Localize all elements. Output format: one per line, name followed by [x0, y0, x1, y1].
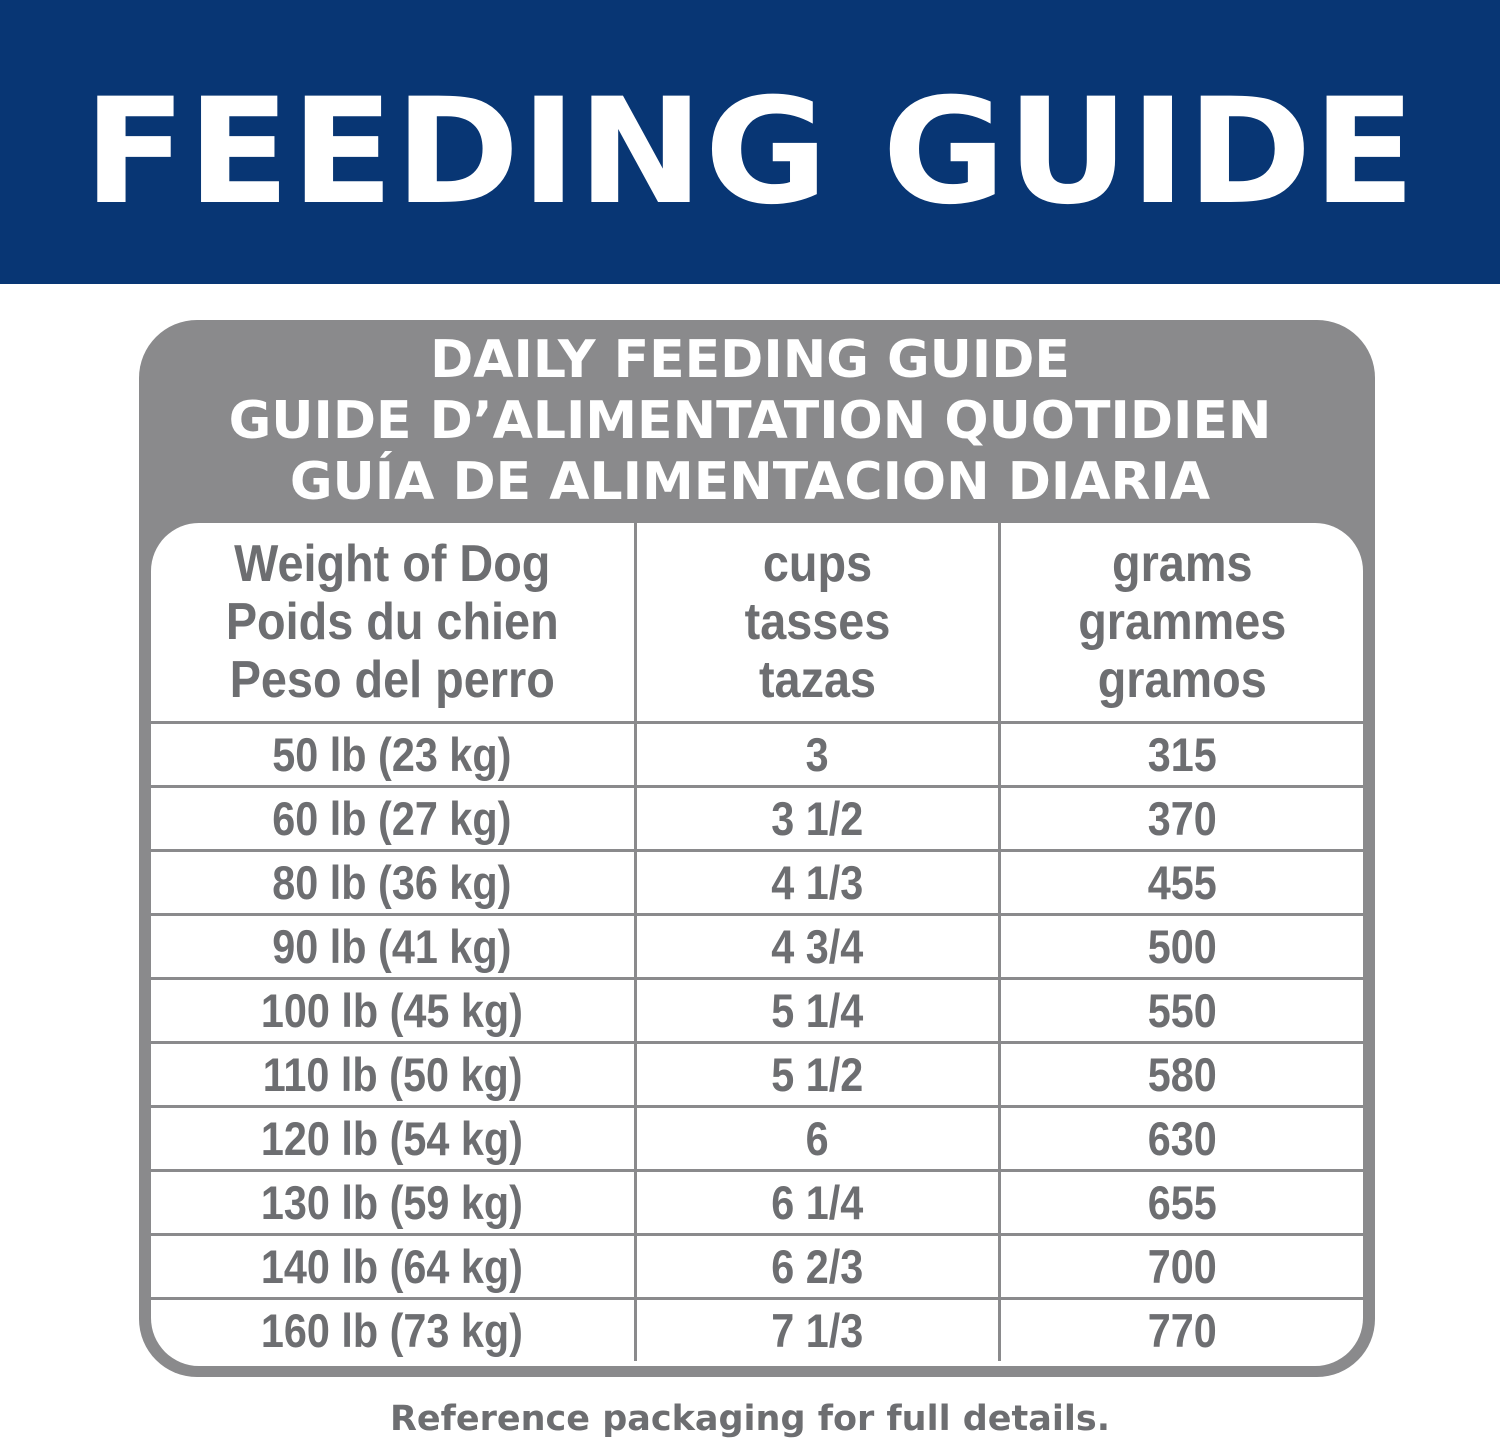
- cups-value: 4 3/4: [770, 920, 863, 973]
- panel-title-spanish: GUÍA DE ALIMENTACION DIARIA: [289, 452, 1211, 512]
- header-grams-fr: grammes: [1077, 593, 1286, 651]
- weight-value: 80 lb (36 kg): [272, 856, 512, 909]
- grams-value: 580: [1147, 1048, 1217, 1101]
- table-row: [151, 1107, 1363, 1171]
- weight-cell: [151, 1299, 635, 1362]
- weight-value: 110 lb (50 kg): [262, 1048, 523, 1101]
- cups-value: 6 1/4: [770, 1176, 863, 1229]
- weight-cell: [151, 1235, 635, 1299]
- header-grams-es: gramos: [1097, 651, 1267, 709]
- cups-cell: [635, 1043, 999, 1107]
- grams-value: 630: [1147, 1112, 1217, 1165]
- weight-cell: [151, 915, 635, 979]
- weight-value: 160 lb (73 kg): [261, 1304, 524, 1357]
- panel-title: [0, 330, 1500, 513]
- weight-cell: [151, 1043, 635, 1107]
- weight-cell: [151, 787, 635, 851]
- weight-value: 50 lb (23 kg): [272, 728, 512, 781]
- header-grams: [999, 523, 1363, 723]
- cups-value: 6 2/3: [770, 1240, 863, 1293]
- footer-note: Reference packaging for full details.: [389, 1399, 1111, 1439]
- grams-value: 655: [1147, 1176, 1217, 1229]
- grams-cell: [999, 851, 1363, 915]
- table-row: [151, 1171, 1363, 1235]
- table-row: [151, 915, 1363, 979]
- grams-cell: [999, 1043, 1363, 1107]
- cups-cell: [635, 915, 999, 979]
- cups-value: 4 1/3: [770, 856, 863, 909]
- header-grams-en: grams: [1111, 535, 1252, 593]
- weight-value: 90 lb (41 kg): [272, 920, 512, 973]
- grams-cell: [999, 1235, 1363, 1299]
- header-weight-fr: Poids du chien: [225, 593, 559, 651]
- header-weight-en: Weight of Dog: [234, 535, 551, 593]
- cups-cell: [635, 787, 999, 851]
- cups-cell: [635, 1299, 999, 1362]
- header-cups: [635, 523, 999, 723]
- table-row: [151, 1043, 1363, 1107]
- panel-title-english: DAILY FEEDING GUIDE: [430, 330, 1070, 390]
- cups-cell: [635, 1107, 999, 1171]
- cups-value: 5 1/4: [770, 984, 863, 1037]
- table-row: [151, 1235, 1363, 1299]
- weight-cell: [151, 1171, 635, 1235]
- weight-cell: [151, 723, 635, 787]
- grams-value: 500: [1147, 920, 1217, 973]
- cups-value: 5 1/2: [770, 1048, 863, 1101]
- feeding-table-container: [151, 523, 1363, 1366]
- cups-cell: [635, 723, 999, 787]
- feeding-table: [151, 523, 1363, 1361]
- grams-value: 455: [1147, 856, 1217, 909]
- weight-cell: [151, 851, 635, 915]
- grams-cell: [999, 723, 1363, 787]
- grams-cell: [999, 787, 1363, 851]
- weight-value: 140 lb (64 kg): [261, 1240, 524, 1293]
- grams-value: 700: [1147, 1240, 1217, 1293]
- cups-value: 3: [805, 728, 829, 781]
- header-cups-es: tazas: [758, 651, 876, 709]
- header-weight-es: Peso del perro: [229, 651, 555, 709]
- grams-cell: [999, 915, 1363, 979]
- header-weight: [151, 523, 635, 723]
- grams-value: 315: [1147, 728, 1217, 781]
- header-cups-fr: tasses: [744, 593, 890, 651]
- header-cups-en: cups: [762, 535, 872, 593]
- table-row: [151, 979, 1363, 1043]
- grams-cell: [999, 1107, 1363, 1171]
- cups-cell: [635, 1235, 999, 1299]
- table-row: [151, 787, 1363, 851]
- cups-value: 7 1/3: [770, 1304, 863, 1357]
- table-header-row: [151, 523, 1363, 723]
- grams-value: 370: [1147, 792, 1217, 845]
- grams-value: 770: [1147, 1304, 1217, 1357]
- weight-value: 120 lb (54 kg): [261, 1112, 524, 1165]
- grams-cell: [999, 979, 1363, 1043]
- page-title: FEEDING GUIDE: [83, 67, 1417, 237]
- weight-cell: [151, 979, 635, 1043]
- weight-value: 100 lb (45 kg): [261, 984, 524, 1037]
- weight-value: 60 lb (27 kg): [272, 792, 512, 845]
- table-row: [151, 851, 1363, 915]
- grams-value: 550: [1147, 984, 1217, 1037]
- weight-value: 130 lb (59 kg): [261, 1176, 524, 1229]
- weight-cell: [151, 1107, 635, 1171]
- cups-cell: [635, 851, 999, 915]
- grams-cell: [999, 1299, 1363, 1362]
- cups-cell: [635, 1171, 999, 1235]
- table-row: [151, 723, 1363, 787]
- panel-title-french: GUIDE D’ALIMENTATION QUOTIDIEN: [228, 391, 1272, 451]
- cups-value: 3 1/2: [770, 792, 863, 845]
- table-row: [151, 1299, 1363, 1362]
- cups-cell: [635, 979, 999, 1043]
- grams-cell: [999, 1171, 1363, 1235]
- cups-value: 6: [805, 1112, 829, 1165]
